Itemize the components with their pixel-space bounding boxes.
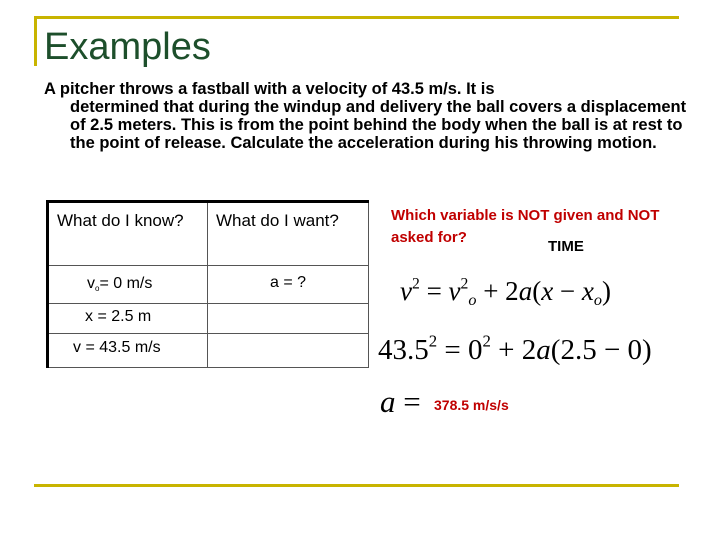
vo-value: = 0 m/s [99, 275, 153, 292]
empty-cell [208, 304, 369, 334]
question-text: Which variable is NOT given and NOT asked for? [391, 207, 660, 246]
problem-rest: determined that during the windup and delivery the ball covers a displacement of 2.5 meters. This is from the point behind the body when the ball is at rest to the point of release. Calculate the acceleration during his throwing motion. [70, 98, 687, 152]
footer-accent-rule [34, 484, 679, 487]
x-known: x = 2.5 m [85, 308, 152, 325]
x-cell [48, 304, 208, 334]
want-value: a = ? [269, 274, 307, 291]
slide-title: Examples [44, 26, 211, 68]
know-header-cell [48, 202, 208, 266]
title-accent-rule-vertical [34, 16, 37, 66]
table-row [48, 334, 369, 368]
know-want-table [46, 200, 369, 368]
v-cell [48, 334, 208, 368]
table-row [48, 202, 369, 266]
substituted-equation: $43.5^2 = 0^2 + 2a(2.5 - 0)$ [378, 331, 652, 366]
table-row [48, 304, 369, 334]
solution-result: 378.5 m/s/s [434, 397, 509, 413]
know-header: What do I know? [57, 211, 184, 230]
vo-known [49, 266, 207, 293]
vo-cell [48, 266, 208, 304]
vo-subscript: o [95, 284, 100, 293]
solution-equation: a = [380, 384, 421, 419]
want-header-cell [208, 202, 369, 266]
table-row [48, 266, 369, 304]
kinematic-equation: $v^2 = v^2_o + 2a(x - x_o)$ [400, 275, 611, 309]
want-header: What do I want? [216, 211, 339, 230]
problem-first-line: A pitcher throws a fastball with a velocity of 43.5 m/s. It is [44, 80, 495, 98]
v-known: v = 43.5 m/s [73, 339, 161, 356]
question-answer: TIME [548, 238, 584, 255]
vo-symbol: v [87, 275, 95, 292]
empty-cell [208, 334, 369, 368]
problem-statement [44, 80, 694, 152]
want-cell [208, 266, 369, 304]
title-accent-rule-horizontal [34, 16, 679, 19]
